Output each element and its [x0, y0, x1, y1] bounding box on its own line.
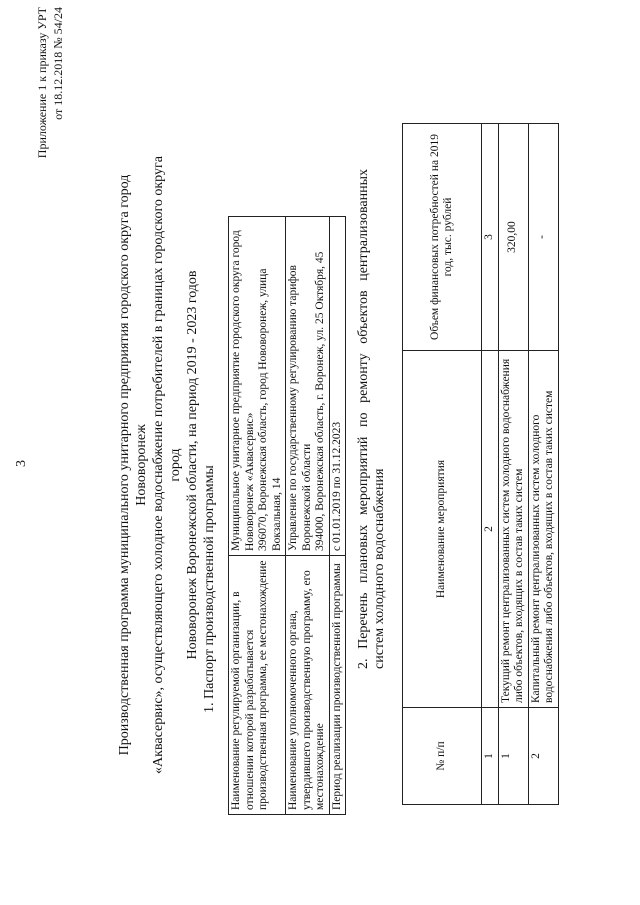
- passport-value-line: Муниципальное унитарное предприятие городского округа город Нововоронеж «Аквасервис»: [230, 230, 256, 551]
- appendix-line-2: от 18.12.2018 № 54/24: [51, 7, 65, 120]
- event-number: 2: [528, 708, 558, 805]
- table-row: [498, 124, 528, 805]
- column-header-number: № п/п: [403, 708, 482, 805]
- page-number: 3: [14, 460, 29, 467]
- event-name: Текущий ремонт централизованных систем холодного водоснабжения либо объектов, входящих в состав таких систем: [498, 351, 528, 708]
- table-row: [528, 124, 558, 805]
- title-line-1: Производственная программа муниципального унитарного предприятия городского округа город Нововоронеж: [117, 174, 149, 756]
- events-header-row: [403, 124, 482, 805]
- passport-value: [329, 217, 346, 556]
- title-line-3: Нововоронеж Воронежской области, на период 2019 - 2023 годов: [185, 270, 200, 660]
- column-numbers-row: [482, 124, 499, 805]
- events-table: [402, 123, 559, 805]
- column-number: 2: [482, 351, 499, 708]
- column-number: 1: [482, 708, 499, 805]
- passport-label: Наименование регулируемой организации, в отношении которой разрабатывается производственная программа, ее местонахождение: [229, 556, 286, 815]
- passport-value: [286, 217, 330, 556]
- passport-label: Наименование уполномоченного органа, утвердившего производственную программу, его местонахождение: [286, 556, 330, 815]
- section-1-heading: 1. Паспорт производственной программы: [202, 465, 217, 713]
- document-title: [116, 145, 201, 785]
- passport-value-line: Управление по государственному регулированию тарифов Воронежской области: [287, 265, 313, 551]
- passport-row: [286, 217, 330, 815]
- column-number: 3: [482, 124, 499, 351]
- title-line-2: «Аквасервис», осуществляющего холодное водоснабжение потребителей в границах городского округа город: [151, 156, 183, 774]
- section-2-heading: 2. Перечень плановых мероприятий по ремонту объектов централизованных систем холодного водоснабжения: [356, 169, 387, 669]
- passport-table: [228, 216, 346, 815]
- passport-row: [229, 217, 286, 815]
- appendix-note: [34, 7, 66, 185]
- appendix-line-1: Приложение 1 к приказу УРТ: [35, 7, 49, 159]
- event-amount: 320,00: [498, 124, 528, 351]
- column-header-name: Наименование мероприятия: [403, 351, 482, 708]
- passport-value: [229, 217, 286, 556]
- passport-row: [329, 217, 346, 815]
- passport-value-line: с 01.01.2019 по 31.12.2023: [330, 421, 343, 551]
- column-header-amount: Объем финансовых потребностей на 2019 год, тыс. рублей: [403, 124, 482, 351]
- passport-value-line: 394000, Воронежская область, г. Воронеж, ул. 25 Октября, 45: [314, 251, 326, 551]
- event-amount: -: [528, 124, 558, 351]
- event-name: Капитальный ремонт централизованных систем холодного водоснабжения либо объектов, входящих в состав таких систем: [528, 351, 558, 708]
- passport-value-line: 396070, Воронежская область, город Нововоронеж, улица Вокзальная, 14: [257, 268, 283, 551]
- passport-label: Период реализации производственной программы: [329, 556, 346, 815]
- event-number: 1: [498, 708, 528, 805]
